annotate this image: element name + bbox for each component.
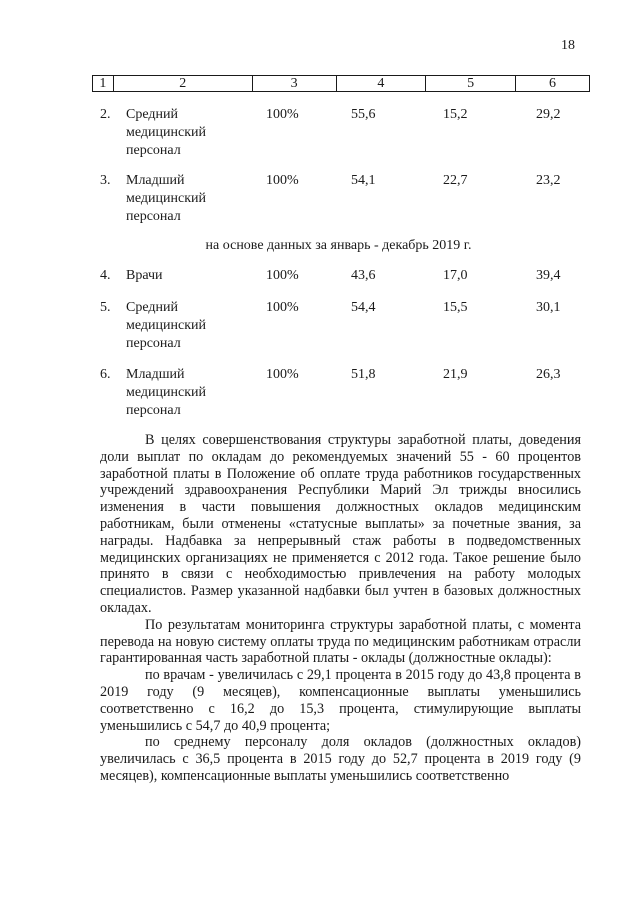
paragraph: по среднему персоналу доля окладов (должностных окладов) увеличилась с 36,5 процента в 2015 году до 52,7 процента в 2019 году (9 месяцев), компенсационные выплаты уменьшились соответственно xyxy=(100,734,581,784)
body-text xyxy=(100,432,581,785)
column-header-1: 1 xyxy=(93,76,114,92)
row-name: Средний медицинский персонал xyxy=(126,300,206,351)
row-col4: 54,1 xyxy=(351,173,376,188)
row-col4: 54,4 xyxy=(351,300,376,315)
row-col3: 100% xyxy=(266,268,299,283)
paragraph: В целях совершенствования структуры заработной платы, доведения доли выплат по окладам до рекомендуемых значений 55 - 60 процентов заработной платы в Положение об оплате труда работников государственных учреждений здравоохранения Республики Марий Эл трижды вносились изменения в части повышения должностных окладов медицинским работникам, были отменены «статусные выплаты» за почетные звания, за награды. Надбавка за непрерывный стаж работы в подведомственных медицинских организациях не применяется с 2012 года. Такое решение было принято в связи с необходимостью привлечения на работу молодых специалистов. Размер указанной надбавки был учтен в базовых должностных окладах. xyxy=(100,432,581,616)
row-col3: 100% xyxy=(266,367,299,382)
row-col5: 15,5 xyxy=(443,300,468,315)
column-header-4: 4 xyxy=(336,76,426,92)
row-col5: 17,0 xyxy=(443,268,468,283)
paragraph: по врачам - увеличилась с 29,1 процента в 2015 году до 43,8 процента в 2019 году (9 месяцев), компенсационные выплаты уменьшились соответственно с 16,2 до 15,3 процента, стимулирующие выплаты уменьшились с 54,7 до 40,9 процента; xyxy=(100,667,581,734)
row-name: Врачи xyxy=(126,268,163,283)
row-name: Средний медицинский персонал xyxy=(126,107,206,158)
row-col5: 21,9 xyxy=(443,367,468,382)
row-col6: 26,3 xyxy=(536,367,561,382)
column-header-5: 5 xyxy=(426,76,516,92)
row-col6: 39,4 xyxy=(536,268,561,283)
table-header-row xyxy=(93,76,590,92)
row-number: 4. xyxy=(100,268,111,283)
row-col4: 55,6 xyxy=(351,107,376,122)
row-col4: 51,8 xyxy=(351,367,376,382)
row-col3: 100% xyxy=(266,173,299,188)
row-col5: 15,2 xyxy=(443,107,468,122)
column-header-3: 3 xyxy=(252,76,336,92)
table-header xyxy=(92,75,590,92)
row-col5: 22,7 xyxy=(443,173,468,188)
row-col3: 100% xyxy=(266,107,299,122)
row-number: 5. xyxy=(100,300,111,315)
row-number: 3. xyxy=(100,173,111,188)
row-name: Младший медицинский персонал xyxy=(126,367,206,418)
row-number: 6. xyxy=(100,367,111,382)
column-header-2: 2 xyxy=(113,76,252,92)
row-col6: 23,2 xyxy=(536,173,561,188)
column-header-6: 6 xyxy=(516,76,590,92)
paragraph: По результатам мониторинга структуры заработной платы, с момента перевода на новую систему оплаты труда по медицинским работникам отрасли гарантированная часть заработной платы - оклады (должностные оклады): xyxy=(100,616,581,667)
row-col6: 30,1 xyxy=(536,300,561,315)
row-col4: 43,6 xyxy=(351,268,376,283)
row-col3: 100% xyxy=(266,300,299,315)
page-number: 18 xyxy=(561,38,575,53)
row-col6: 29,2 xyxy=(536,107,561,122)
row-name: Младший медицинский персонал xyxy=(126,173,206,224)
row-number: 2. xyxy=(100,107,111,122)
table-subheading: на основе данных за январь - декабрь 2019 г. xyxy=(205,238,472,253)
